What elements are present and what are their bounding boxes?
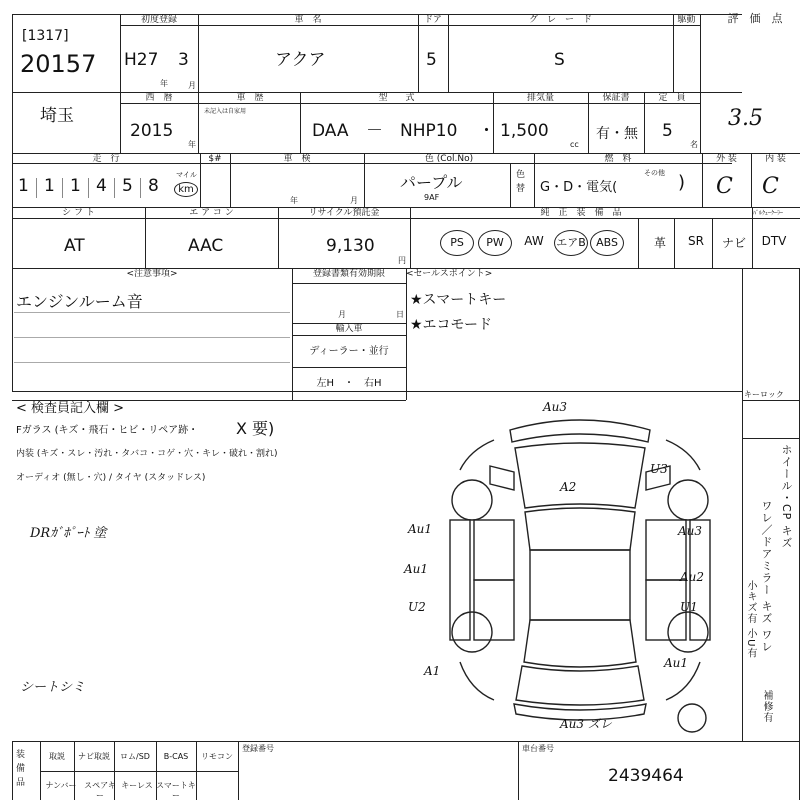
displacement-label: 排気量 xyxy=(526,93,554,103)
first-reg-month: 3 xyxy=(178,50,189,70)
interior-label: 内 装 xyxy=(765,154,786,164)
western-year-unit: 年 xyxy=(188,140,196,149)
mark-left-2: Au1 xyxy=(404,562,429,576)
exterior-grade: C xyxy=(716,174,733,199)
mark-left-4: A1 xyxy=(424,664,441,678)
equipment-item: ABS xyxy=(590,230,624,256)
aircon-label: エ ア コ ン xyxy=(189,208,234,218)
mark-right-top: U3 xyxy=(650,462,668,476)
mark-right-1: Au3 xyxy=(678,524,703,538)
mile-label: マイル xyxy=(176,171,197,179)
mileage-digit: 4 xyxy=(96,176,107,196)
model-prefix: DAA xyxy=(312,121,349,141)
grade-label: グ レ ー ド xyxy=(528,15,592,25)
mark-right-4: Au1 xyxy=(664,656,689,670)
yen-unit: 円 xyxy=(398,256,406,265)
rating-label: 評 価 点 xyxy=(727,12,783,25)
dealer-parallel: ディーラー・並行 xyxy=(309,346,389,357)
registration-label: 登録番号 xyxy=(242,744,274,753)
fuel-label: 燃 料 xyxy=(604,154,632,164)
equipment-item: 革 xyxy=(653,236,666,250)
legend-mirror: ワレ／ドアミラー キズ ワレ xyxy=(760,500,773,653)
exterior-label: 外 装 xyxy=(716,154,737,164)
mileage-label: 走 行 xyxy=(92,154,120,164)
area: 埼玉 xyxy=(40,106,74,126)
handle-side: 左H ・ 右H xyxy=(316,378,382,389)
displacement: 1,500 xyxy=(500,121,549,141)
first-reg-label: 初度登録 xyxy=(140,15,177,25)
mark-right-2: Au2 xyxy=(680,570,705,584)
footer-item: ナンバー xyxy=(45,781,77,790)
handwritten-note-1: DRｶﾞﾎﾟｰﾄ 塗 xyxy=(30,526,107,541)
color-code: 9AF xyxy=(424,193,440,202)
inspector-title: < 検査員記入欄 > xyxy=(16,401,125,416)
equipment-item: PW xyxy=(478,230,512,256)
first-reg-era: H27 xyxy=(124,50,159,70)
mark-roof: A2 xyxy=(560,480,577,494)
footer-item: 取説 xyxy=(49,752,65,761)
drive-label: 駆動 xyxy=(677,15,696,25)
footer-item: リモコン xyxy=(201,752,233,761)
car-name: アクア xyxy=(275,50,326,70)
glass-mark: X 要) xyxy=(236,419,275,438)
caution-text: エンジンルーム音 xyxy=(16,292,143,311)
warranty: 有・無 xyxy=(596,126,638,142)
rating: 3.5 xyxy=(728,106,763,131)
km-label: km xyxy=(174,182,198,197)
mileage-digit: 1 xyxy=(18,176,29,196)
interior-line: 内装 (キズ・スレ・汚れ・タバコ・コゲ・穴・キレ・破れ・割れ) xyxy=(16,449,278,459)
footer-item: スマートキー xyxy=(156,781,196,800)
history-label: 車 歴 xyxy=(236,93,264,103)
sales-label: <セールスポイント> xyxy=(406,269,493,279)
fuel-close: ) xyxy=(678,172,686,193)
mark-bottom: Au3 ズレ xyxy=(560,717,612,731)
person-unit: 名 xyxy=(690,140,698,149)
color-label: 色 (Col.No) xyxy=(424,154,474,164)
mark-left-3: U2 xyxy=(408,600,426,614)
recycle: 9,130 xyxy=(326,236,375,256)
western-year: 2015 xyxy=(130,121,174,141)
doc-day-unit: 日 xyxy=(396,310,404,319)
footer-item: ナビ取説 xyxy=(78,752,110,761)
audio-line: オーディオ (無し・穴) / タイヤ (スタッドレス) xyxy=(16,473,206,483)
lot-number: 20157 xyxy=(20,50,97,78)
mark-left-1: Au1 xyxy=(408,522,433,536)
interior-grade: C xyxy=(762,174,779,199)
doc-month-unit: 月 xyxy=(338,310,346,319)
footer-item: ロム/SD xyxy=(120,752,150,761)
lot-label: [1317] xyxy=(22,28,69,44)
footer-item: B-CAS xyxy=(163,752,189,761)
sales-point-1: ★スマートキー xyxy=(410,292,507,308)
meter-label: $# xyxy=(208,154,222,164)
cc-unit: cc xyxy=(570,140,579,149)
mark-right-3: U1 xyxy=(680,600,698,614)
warranty-label: 保証書 xyxy=(602,93,630,103)
doc-expiry-label: 登録書類有効期限 xyxy=(312,269,385,279)
inspection-month-unit: 月 xyxy=(350,196,358,205)
legend-wheel: ホイール・CP キズ xyxy=(780,444,793,549)
inspection-label: 車 検 xyxy=(283,154,311,164)
mileage-digit: 1 xyxy=(44,176,55,196)
shift: AT xyxy=(64,236,85,256)
legend-repair: 補修有 xyxy=(761,690,772,723)
legend-small: 小キズ有 小U有 xyxy=(745,580,756,659)
chassis-number: 2439464 xyxy=(608,766,684,786)
mileage-digit: 1 xyxy=(70,176,81,196)
model-code: NHP10 xyxy=(400,121,458,141)
equipment-item: エアB xyxy=(554,230,588,256)
month-unit: 月 xyxy=(188,81,196,90)
import-label: 輸入車 xyxy=(335,324,363,334)
equipment-item: SR xyxy=(688,234,704,248)
caution-label: <注意事項> xyxy=(126,269,178,279)
keylock-label: キーロック xyxy=(744,390,784,399)
model-dot: ・ xyxy=(478,121,495,141)
color-change-label: 色替 xyxy=(516,170,526,194)
car-name-label: 車 名 xyxy=(294,15,322,25)
fuel: G・D・電気( xyxy=(540,180,618,195)
doors-label: ドア xyxy=(424,15,442,25)
doors: 5 xyxy=(426,50,437,70)
inspection-year-unit: 年 xyxy=(290,196,298,205)
mileage-digit: 8 xyxy=(148,176,159,196)
recycle-label: リサイクル預託金 xyxy=(308,208,380,218)
option-label: ﾊﾞﾙｸｭｰｸｰﾗｰ xyxy=(753,210,784,217)
glass-line: Fガラス (キズ・飛石・ヒビ・リペア跡・ xyxy=(16,425,199,436)
shift-label: シ フ ト xyxy=(62,208,95,218)
history-note: 未記入は自家用 xyxy=(204,108,247,115)
capacity-label: 定 員 xyxy=(658,93,686,103)
mileage-digit: 5 xyxy=(122,176,133,196)
western-year-label: 西 暦 xyxy=(145,93,173,103)
color: パープル xyxy=(400,173,463,192)
year-unit: 年 xyxy=(160,79,168,88)
aircon: AAC xyxy=(188,236,224,256)
footer-item: キーレス xyxy=(121,781,153,790)
chassis-label: 車台番号 xyxy=(522,744,554,753)
equipment-item: ナビ xyxy=(721,236,746,250)
footer-item: スペアキー xyxy=(84,781,116,800)
loading-label: 装備品 xyxy=(16,750,26,788)
capacity: 5 xyxy=(662,121,673,141)
sales-point-2: ★エコモード xyxy=(410,317,492,333)
equipment-label: 純 正 装 備 品 xyxy=(540,208,622,218)
grade: S xyxy=(554,50,565,70)
mark-top: Au3 xyxy=(543,400,568,414)
equipment-item: PS xyxy=(440,230,474,256)
model-dash: － xyxy=(366,121,383,141)
handwritten-note-2: シートシミ xyxy=(20,680,86,695)
equipment-item: AW xyxy=(524,234,544,248)
fuel-other: その他 xyxy=(644,169,665,177)
equipment-item: DTV xyxy=(761,234,787,248)
model-label: 型 式 xyxy=(378,93,415,103)
